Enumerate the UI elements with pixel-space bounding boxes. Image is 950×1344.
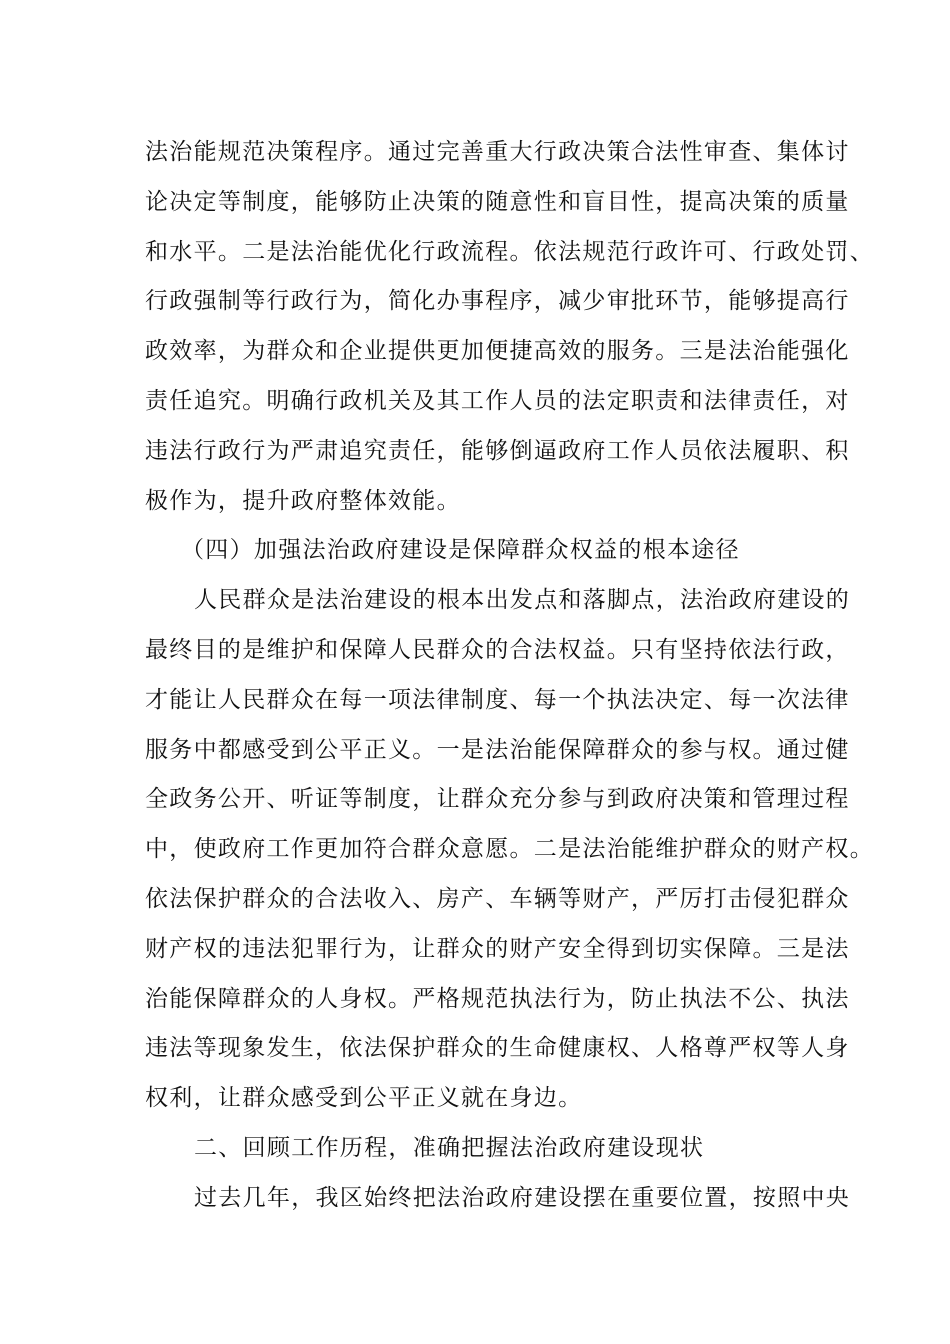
paragraph-line: 依法保护群众的合法收入、房产、车辆等财产，严厉打击侵犯群众	[145, 885, 850, 912]
document-page	[145, 134, 874, 1230]
paragraph-line: 治能保障群众的人身权。严格规范执法行为，防止执法不公、执法	[145, 985, 850, 1012]
paragraph-line: 责任追究。明确行政机关及其工作人员的法定职责和法律责任，对	[145, 387, 850, 414]
section-heading: （四）加强法治政府建设是保障群众权益的根本途径	[181, 537, 740, 564]
paragraph-line: 极作为，提升政府整体效能。	[145, 487, 461, 514]
paragraph-line: 论决定等制度，能够防止决策的随意性和盲目性，提高决策的质量	[145, 188, 850, 215]
paragraph-line: 全政务公开、听证等制度，让群众充分参与到政府决策和管理过程	[145, 786, 850, 813]
paragraph-line: 过去几年，我区始终把法治政府建设摆在重要位置，按照中央	[194, 1184, 851, 1211]
paragraph-line: 权利，让群众感受到公平正义就在身边。	[145, 1085, 583, 1112]
paragraph-line: 和水平。二是法治能优化行政流程。依法规范行政许可、行政处罚、	[145, 238, 874, 265]
paragraph-line: 才能让人民群众在每一项法律制度、每一个执法决定、每一次法律	[145, 686, 850, 713]
paragraph-line: 服务中都感受到公平正义。一是法治能保障群众的参与权。通过健	[145, 736, 850, 763]
paragraph-line: 中，使政府工作更加符合群众意愿。二是法治能维护群众的财产权。	[145, 836, 874, 863]
paragraph-line: 法治能规范决策程序。通过完善重大行政决策合法性审查、集体讨	[145, 139, 850, 165]
paragraph-line: 违法等现象发生，依法保护群众的生命健康权、人格尊严权等人身	[145, 1035, 850, 1062]
paragraph-line: 人民群众是法治建设的根本出发点和落脚点，法治政府建设的	[194, 587, 851, 614]
paragraph-line: 财产权的违法犯罪行为，让群众的财产安全得到切实保障。三是法	[145, 935, 850, 962]
paragraph-line: 政效率，为群众和企业提供更加便捷高效的服务。三是法治能强化	[145, 338, 850, 365]
paragraph-line: 违法行政行为严肃追究责任，能够倒逼政府工作人员依法履职、积	[145, 437, 850, 464]
paragraph-line: 最终目的是维护和保障人民群众的合法权益。只有坚持依法行政，	[145, 636, 850, 663]
paragraph-line: 行政强制等行政行为，简化办事程序，减少审批环节，能够提高行	[145, 288, 850, 315]
section-heading: 二、回顾工作历程，准确把握法治政府建设现状	[194, 1134, 705, 1161]
